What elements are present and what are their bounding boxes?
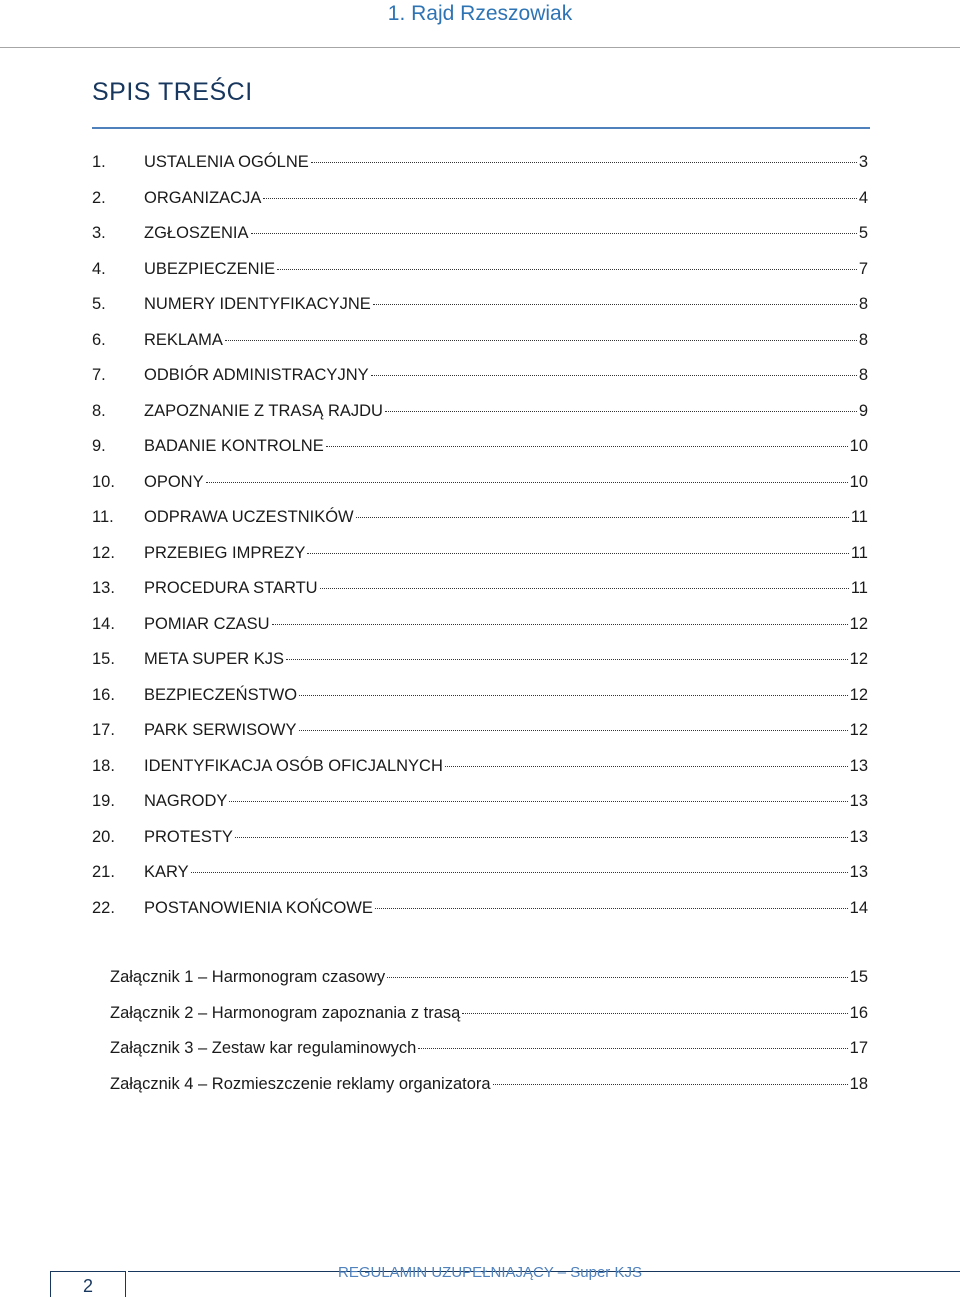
toc-dot-leader — [373, 304, 857, 305]
toc-heading: SPIS TREŚCI — [92, 78, 253, 106]
toc-dot-leader — [206, 482, 848, 483]
toc-heading-divider — [92, 127, 870, 129]
toc-dot-leader — [385, 411, 857, 412]
toc-entry-page: 4 — [858, 188, 868, 207]
toc-dot-leader — [307, 553, 849, 554]
toc-dot-leader — [251, 233, 857, 234]
toc-entry-page: 13 — [849, 827, 868, 846]
toc-entry-page: 13 — [849, 792, 868, 810]
document-title: 1. Rajd Rzeszowiak — [387, 2, 573, 25]
toc-entry-page: 13 — [849, 756, 868, 775]
toc-entry[interactable] — [92, 579, 868, 615]
annex-entry-page: 18 — [849, 1074, 868, 1093]
toc-entry-page: 12 — [849, 685, 868, 704]
toc-entry-number: 16. — [92, 685, 115, 704]
toc-entry-page: 11 — [850, 579, 868, 597]
toc-entry[interactable] — [92, 331, 868, 367]
toc-entry-page: 12 — [849, 650, 868, 668]
toc-entry-label: PARK SERWISOWY — [144, 721, 297, 739]
toc-entry[interactable] — [92, 792, 868, 828]
toc-entry-label: PRZEBIEG IMPREZY — [144, 543, 306, 562]
toc-entry-page: 13 — [849, 863, 868, 881]
toc-dot-leader — [299, 695, 848, 696]
toc-entry[interactable] — [92, 686, 868, 722]
toc-entry[interactable] — [92, 260, 868, 296]
toc-entry[interactable] — [92, 153, 868, 189]
page-number: 2 — [50, 1271, 126, 1297]
toc-entry-number: 2. — [92, 188, 106, 207]
toc-dot-leader — [375, 908, 848, 909]
toc-entry[interactable] — [92, 650, 868, 686]
toc-entry[interactable] — [92, 615, 868, 651]
annex-entry-page: 16 — [849, 1003, 868, 1022]
annex-entry-label: Załącznik 2 – Harmonogram zapoznania z trasą — [110, 1003, 461, 1022]
toc-entry[interactable] — [92, 828, 868, 864]
toc-entry-page: 12 — [849, 721, 868, 739]
annex-entry[interactable] — [110, 968, 868, 1004]
toc-entry-label: ORGANIZACJA — [144, 188, 262, 207]
toc-entry-label: USTALENIA OGÓLNE — [144, 153, 309, 171]
toc-entry[interactable] — [92, 224, 868, 260]
toc-entry-label: NUMERY IDENTYFIKACYJNE — [144, 295, 371, 313]
toc-entry-number: 18. — [92, 756, 115, 775]
toc-entry-page: 10 — [849, 437, 868, 455]
toc-dot-leader — [286, 659, 848, 660]
annex-entry-label: Załącznik 1 – Harmonogram czasowy — [110, 968, 386, 986]
toc-entry-label: PROTESTY — [144, 827, 233, 846]
toc-entry-page: 11 — [850, 508, 868, 526]
toc-entry-page: 8 — [858, 330, 868, 349]
toc-entry[interactable] — [92, 721, 868, 757]
toc-entry-number: 1. — [92, 153, 106, 171]
toc-entry[interactable] — [92, 757, 868, 793]
toc-entry-label: POMIAR CZASU — [144, 614, 270, 633]
toc-entry-page: 9 — [858, 401, 868, 420]
toc-entry-label: KARY — [144, 863, 189, 881]
header-divider — [0, 47, 960, 48]
toc-entry-number: 5. — [92, 295, 106, 313]
toc-entry-number: 21. — [92, 863, 115, 881]
toc-entry-number: 8. — [92, 401, 106, 420]
toc-entry-label: UBEZPIECZENIE — [144, 259, 276, 278]
toc-dot-leader — [277, 269, 857, 270]
toc-entry-page: 7 — [858, 259, 868, 278]
toc-entry-number: 6. — [92, 330, 106, 349]
toc-entry[interactable] — [92, 899, 868, 935]
toc-entry-page: 12 — [849, 614, 868, 633]
toc-entry-label: ZGŁOSZENIA — [144, 224, 249, 242]
toc-entry-number: 4. — [92, 259, 106, 278]
toc-entry-number: 20. — [92, 827, 115, 846]
toc-dot-leader — [326, 446, 848, 447]
footer-document-name: REGULAMIN UZUPEŁNIAJĄCY – Super KJS — [338, 1264, 642, 1281]
toc-entry-number: 14. — [92, 614, 115, 633]
toc-dot-leader — [272, 624, 848, 625]
toc-dot-leader — [299, 730, 848, 731]
toc-entry[interactable] — [92, 508, 868, 544]
toc-entry-number: 10. — [92, 472, 115, 491]
toc-entry-number: 13. — [92, 579, 115, 597]
toc-dot-leader — [387, 977, 848, 978]
annex-entry-page: 17 — [849, 1039, 868, 1057]
toc-entry-number: 9. — [92, 437, 106, 455]
toc-dot-leader — [320, 588, 849, 589]
toc-entry-label: REKLAMA — [144, 330, 223, 349]
toc-entry-label: BADANIE KONTROLNE — [144, 437, 324, 455]
annex-entry[interactable] — [110, 1039, 868, 1075]
toc-dot-leader — [418, 1048, 847, 1049]
toc-entry-label: ZAPOZNANIE Z TRASĄ RAJDU — [144, 401, 383, 420]
toc-dot-leader — [371, 375, 857, 376]
annex-entry-label: Załącznik 3 – Zestaw kar regulaminowych — [110, 1039, 417, 1057]
toc-entry-page: 3 — [858, 153, 868, 171]
toc-entry[interactable] — [92, 366, 868, 402]
toc-entry[interactable] — [92, 402, 868, 438]
toc-entry-label: POSTANOWIENIA KOŃCOWE — [144, 898, 373, 917]
toc-entry[interactable] — [92, 295, 868, 331]
toc-dot-leader — [229, 801, 847, 802]
toc-entry-number: 11. — [92, 508, 114, 526]
toc-entry-label: BEZPIECZEŃSTWO — [144, 685, 298, 704]
toc-entry-label: ODBIÓR ADMINISTRACYJNY — [144, 366, 369, 384]
toc-entry-label: ODPRAWA UCZESTNIKÓW — [144, 508, 354, 526]
annex-entry-label: Załącznik 4 – Rozmieszczenie reklamy organizatora — [110, 1074, 491, 1093]
toc-entry-page: 14 — [849, 898, 868, 917]
document-header — [0, 0, 960, 50]
toc-entry-number: 22. — [92, 898, 115, 917]
toc-entry-number: 15. — [92, 650, 115, 668]
toc-entry-page: 5 — [858, 224, 868, 242]
toc-entry-page: 8 — [858, 295, 868, 313]
toc-entry[interactable] — [92, 863, 868, 899]
toc-dot-leader — [191, 872, 848, 873]
toc-entry-number: 17. — [92, 721, 115, 739]
toc-dot-leader — [445, 766, 848, 767]
annex-entry[interactable] — [110, 1075, 868, 1111]
annex-entry[interactable] — [110, 1004, 868, 1040]
toc-entry-page: 8 — [858, 366, 868, 384]
toc-entry-number: 3. — [92, 224, 106, 242]
toc-dot-leader — [356, 517, 849, 518]
toc-entry-number: 7. — [92, 366, 106, 384]
toc-dot-leader — [462, 1013, 847, 1014]
document-footer — [0, 1255, 960, 1295]
toc-entry-label: META SUPER KJS — [144, 650, 284, 668]
toc-entry-label: IDENTYFIKACJA OSÓB OFICJALNYCH — [144, 756, 443, 775]
toc-dot-leader — [311, 162, 857, 163]
toc-entry-page: 10 — [849, 472, 868, 491]
toc-entry[interactable] — [92, 544, 868, 580]
toc-entry-label: NAGRODY — [144, 792, 228, 810]
annex-entry-page: 15 — [849, 968, 868, 986]
toc-list — [92, 153, 868, 934]
toc-entry-label: OPONY — [144, 472, 204, 491]
toc-entry[interactable] — [92, 437, 868, 473]
annex-list — [110, 968, 868, 1110]
toc-entry[interactable] — [92, 189, 868, 225]
toc-dot-leader — [493, 1084, 848, 1085]
toc-entry[interactable] — [92, 473, 868, 509]
toc-dot-leader — [235, 837, 848, 838]
toc-entry-label: PROCEDURA STARTU — [144, 579, 318, 597]
toc-entry-number: 19. — [92, 792, 115, 810]
toc-dot-leader — [263, 198, 856, 199]
toc-entry-page: 11 — [850, 543, 868, 562]
toc-dot-leader — [225, 340, 857, 341]
toc-entry-number: 12. — [92, 543, 115, 562]
